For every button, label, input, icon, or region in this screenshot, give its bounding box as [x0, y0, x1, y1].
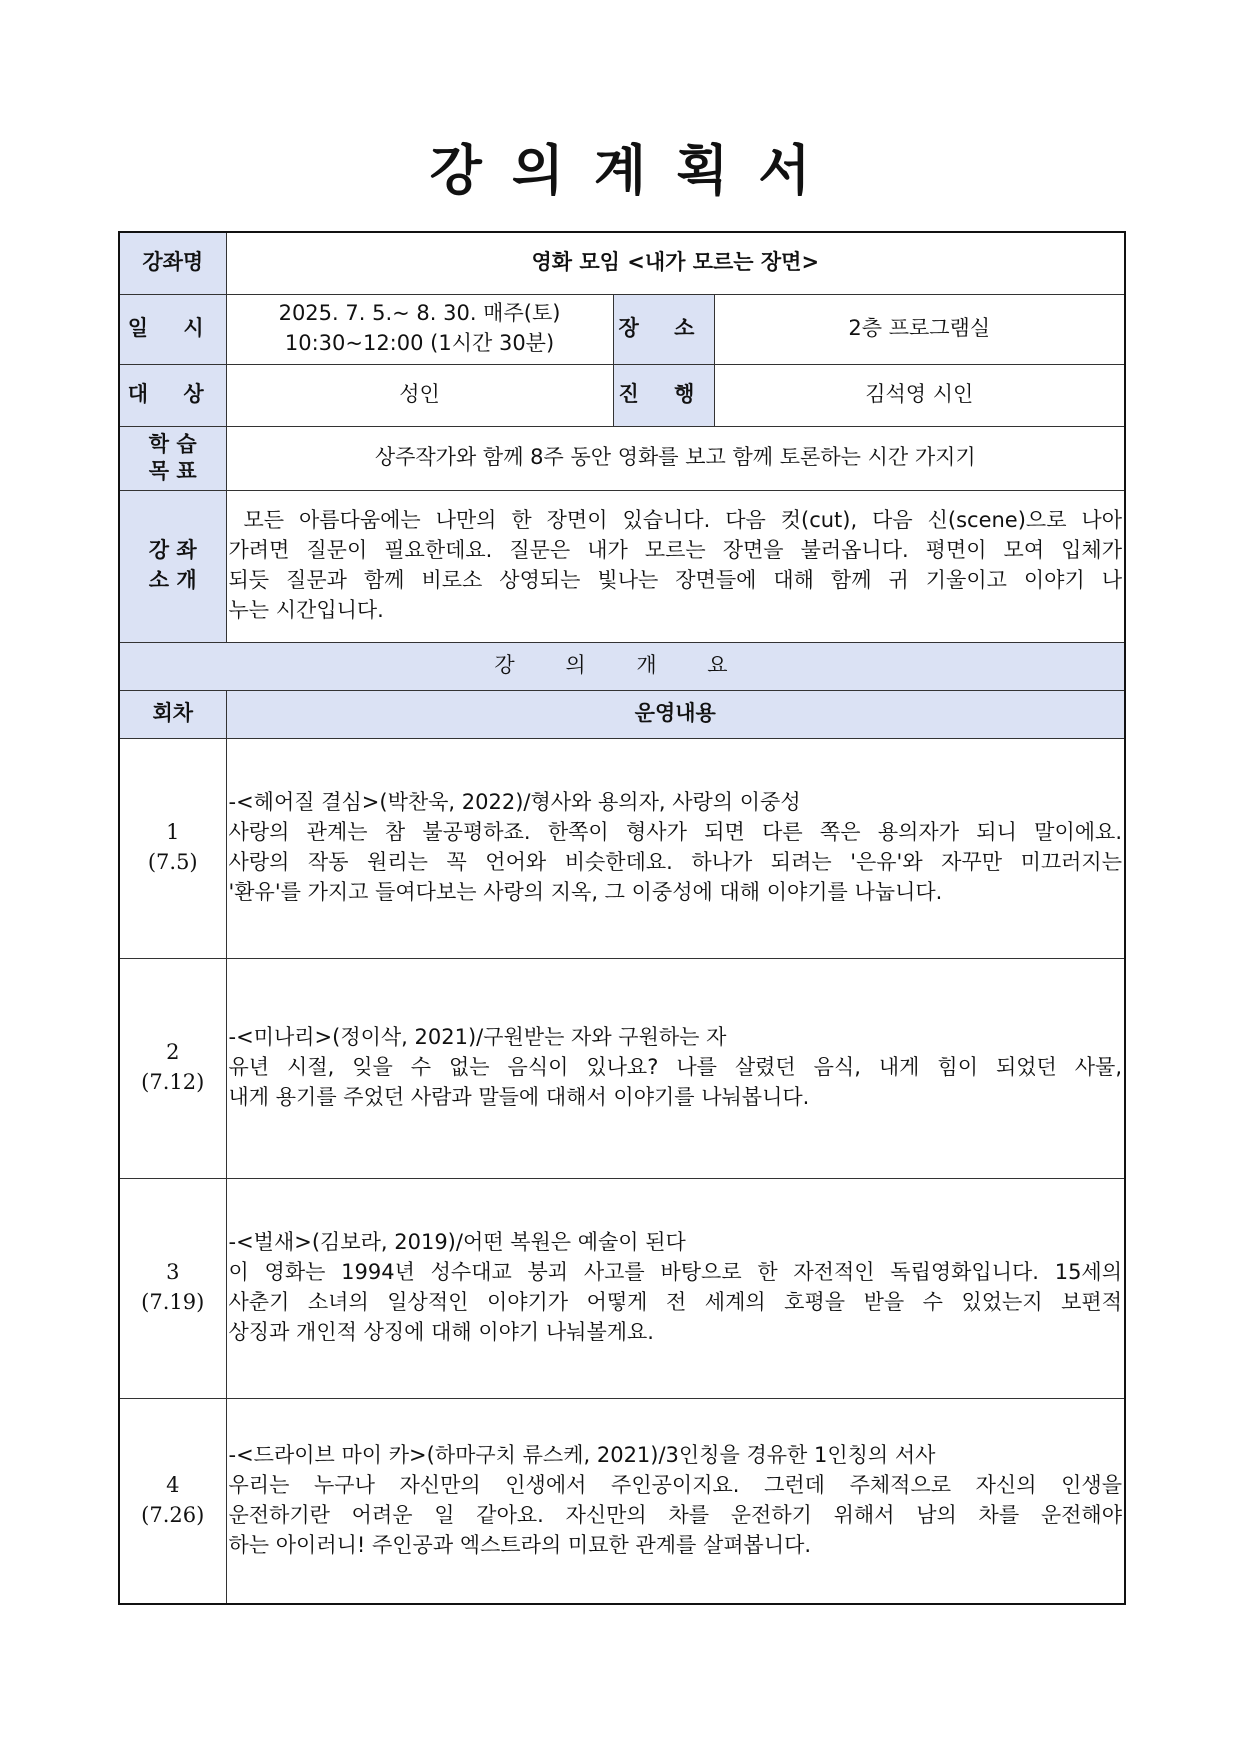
session-number: 3 — [166, 1260, 180, 1285]
goal-label-line2: 목 표 — [148, 459, 197, 483]
course-name: 영화 모임 <내가 모르는 장면> — [226, 232, 1125, 294]
session-date: (7.5) — [147, 850, 198, 874]
intro-line-2: 가려면 질문이 필요한데요. 질문은 내가 모르는 장면을 불러옵니다. 평면이 모여 입체가 — [228, 538, 1123, 563]
session-line: 유년 시절, 잊을 수 없는 음식이 있나요? 나를 살렸던 음식, 내게 힘이 되었던 사물, — [228, 1055, 1123, 1080]
session-row — [119, 738, 1125, 958]
schedule-label: 일 시 — [119, 294, 226, 364]
session-line: 내게 용기를 주었던 사람과 말들에 대해서 이야기를 나눠봅니다. — [228, 1084, 810, 1109]
instructor-label: 진 행 — [613, 364, 714, 426]
goal-label-line1: 학 습 — [148, 431, 197, 456]
goal-label — [119, 426, 226, 490]
goal-value: 상주작가와 함께 8주 동안 영화를 보고 함께 토론하는 시간 가지기 — [226, 426, 1125, 490]
session-line: '환유'를 가지고 들여다보는 사랑의 지옥, 그 이중성에 대해 이야기를 나눕니다. — [228, 879, 943, 904]
course-label: 강좌명 — [119, 232, 226, 294]
target-label: 대 상 — [119, 364, 226, 426]
target-row — [119, 364, 1125, 426]
intro-line-4: 누는 시간입니다. — [228, 597, 384, 622]
instructor-value: 김석영 시인 — [714, 364, 1125, 426]
schedule-dates: 2025. 7. 5.~ 8. 30. 매주(토) — [278, 301, 561, 326]
session-row — [119, 1178, 1125, 1398]
session-column-header: 회차 — [119, 690, 226, 738]
session-line: 이 영화는 1994년 성수대교 붕괴 사고를 바탕으로 한 자전적인 독립영화입니다. 15세의 — [228, 1260, 1123, 1285]
goal-row — [119, 426, 1125, 490]
place-value: 2층 프로그램실 — [714, 294, 1125, 364]
content-column-header: 운영내용 — [226, 690, 1125, 738]
intro-label — [119, 490, 226, 642]
schedule-time: 10:30~12:00 (1시간 30분) — [284, 331, 555, 355]
overview-header-row — [119, 690, 1125, 738]
session-line: 하는 아이러니! 주인공과 엑스트라의 미묘한 관계를 살펴봅니다. — [228, 1532, 812, 1557]
session-number-cell — [119, 738, 226, 958]
intro-line-1: 모든 아름다움에는 나만의 한 장면이 있습니다. 다음 컷(cut), 다음 신(scene)으로 나아 — [228, 508, 1123, 533]
session-number: 1 — [166, 820, 180, 845]
document-title: 강의계획서 — [429, 139, 841, 202]
intro-text — [226, 490, 1125, 642]
intro-row — [119, 490, 1125, 642]
session-number-cell — [119, 1178, 226, 1398]
session-line: 우리는 누구나 자신만의 인생에서 주인공이지요. 그런데 주체적으로 자신의 인생을 — [228, 1472, 1123, 1497]
session-content — [226, 958, 1125, 1178]
session-number-cell — [119, 1398, 226, 1604]
place-label: 장 소 — [613, 294, 714, 364]
session-line: 운전하기란 어려운 일 같아요. 자신만의 차를 운전하기 위해서 남의 차를 운전해야 — [228, 1502, 1123, 1527]
course-row — [119, 232, 1125, 294]
session-film-title: -<헤어질 결심>(박찬욱, 2022)/형사와 용의자, 사랑의 이중성 — [228, 790, 801, 815]
session-date: (7.19) — [141, 1290, 205, 1314]
session-film-title: -<미나리>(정이삭, 2021)/구원받는 자와 구원하는 자 — [228, 1025, 727, 1050]
session-film-title: -<벌새>(김보라, 2019)/어떤 복원은 예술이 된다 — [228, 1230, 686, 1255]
target-value: 성인 — [226, 364, 613, 426]
session-content — [226, 738, 1125, 958]
session-row — [119, 958, 1125, 1178]
schedule-value — [226, 294, 613, 364]
session-number: 2 — [166, 1040, 180, 1065]
intro-line-3: 되듯 질문과 함께 비로소 상영되는 빛나는 장면들에 대해 함께 귀 기울이고 이야기 나 — [228, 568, 1123, 592]
session-line: 사랑의 작동 원리는 꼭 언어와 비슷한데요. 하나가 되려는 '은유'와 자꾸만 미끄러지는 — [228, 850, 1123, 874]
session-row — [119, 1398, 1125, 1604]
lecture-plan-table — [118, 231, 1126, 1605]
session-content — [226, 1178, 1125, 1398]
session-date: (7.26) — [141, 1502, 205, 1527]
schedule-row — [119, 294, 1125, 364]
overview-title: 강 의 개 요 — [119, 642, 1125, 690]
intro-label-line2: 소 개 — [148, 568, 197, 592]
session-content — [226, 1398, 1125, 1604]
session-date: (7.12) — [141, 1070, 205, 1094]
intro-label-line1: 강 좌 — [148, 538, 197, 563]
session-line: 상징과 개인적 상징에 대해 이야기 나눠볼게요. — [228, 1319, 654, 1344]
session-number: 4 — [166, 1472, 180, 1497]
overview-title-row — [119, 642, 1125, 690]
session-film-title: -<드라이브 마이 카>(하마구치 류스케, 2021)/3인칭을 경유한 1인칭의 서사 — [228, 1443, 936, 1468]
session-number-cell — [119, 958, 226, 1178]
session-line: 사춘기 소녀의 일상적인 이야기가 어떻게 전 세계의 호평을 받을 수 있었는지 보편적 — [228, 1290, 1123, 1314]
session-line: 사랑의 관계는 참 불공평하죠. 한쪽이 형사가 되면 다른 쪽은 용의자가 되니 말이에요. — [228, 820, 1123, 845]
